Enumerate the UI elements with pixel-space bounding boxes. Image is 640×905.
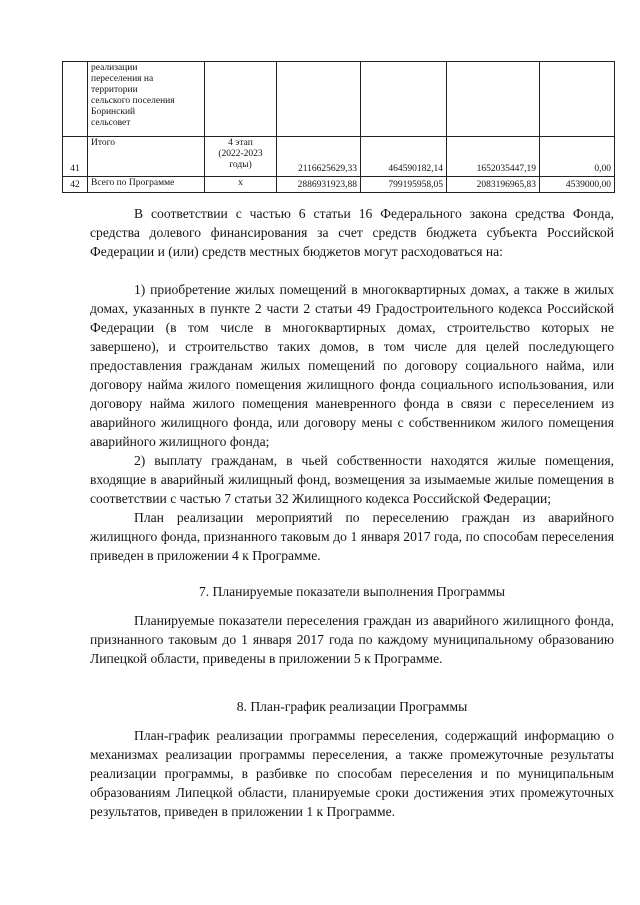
local-budget-cell: 0,00 (540, 137, 615, 177)
municipality-name-cell: Итого (88, 137, 205, 177)
stage-cell: x (205, 177, 277, 193)
financing-table (62, 61, 615, 193)
row-number-cell (63, 62, 88, 137)
stage-cell (205, 62, 277, 137)
paragraph-indicators: Планируемые показатели переселения граждан из аварийного жилищного фонда, признанного таковым до 1 января 2017 года по каждому муниципальному образованию Липецкой области, приведены в приложении 5 к Программе. (90, 613, 614, 666)
stage-cell: 4 этап (2022-2023 годы) (205, 137, 277, 177)
table-row (63, 62, 615, 137)
paragraph-item-2: 2) выплату гражданам, в чьей собственности находятся жилые помещения, входящие в аварийный жилищный фонд, возмещения за изымаемые жилые помещения в соответствии с частью 7 статьи 32 Жилищного кодекса Российской Федерации; (90, 453, 614, 506)
region-budget-cell: 1652035447,19 (447, 137, 540, 177)
section-heading-8: 8. План-график реализации Программы (236, 699, 468, 714)
table-row (63, 177, 615, 193)
row-number-cell: 42 (63, 177, 88, 193)
paragraph-item-1: 1) приобретение жилых помещений в многоквартирных домах, а также в жилых домах, указанных в пункте 2 части 2 статьи 49 Градостроительного кодекса Российской Федерации (в том числе в многоквартирных домах, строительство которых не завершено), и строительство таких домов, в том числе для целей последующего предоставления гражданам жилых помещений по договору социального найма, или договору найма жилого помещения жилищного фонда социального использования, или договору найма жилого помещения маневренного фонда в связи с переселением из аварийного жилищного фонда, или договору мены с собственником жилого помещения аварийного жилищного фонда; (90, 282, 614, 449)
fund-cost-cell: 464590182,14 (361, 137, 447, 177)
fund-cost-cell: 799195958,05 (361, 177, 447, 193)
region-budget-cell: 2083196965,83 (447, 177, 540, 193)
total-cost-cell (277, 62, 361, 137)
section-heading-7: 7. Планируемые показатели выполнения Программы (198, 584, 506, 599)
local-budget-cell (540, 62, 615, 137)
region-budget-cell (447, 62, 540, 137)
paragraph-fund-spending: В соответствии с частью 6 статьи 16 Федерального закона средства Фонда, средства долевого финансирования за счет средств бюджета субъекта Российской Федерации и (или) средств местных бюджетов могут расходоваться на: (90, 206, 614, 259)
municipality-name-cell: реализации переселения на территории сельского поселения Боринский сельсовет (88, 62, 205, 137)
paragraph-plan-reference: План реализации мероприятий по переселению граждан из аварийного жилищного фонда, признанного таковым до 1 января 2017 года, по способам переселения приведен в приложении 4 к Программе. (90, 510, 614, 563)
total-cost-cell: 2886931923,88 (277, 177, 361, 193)
municipality-name-cell: Всего по Программе (88, 177, 205, 193)
row-number-cell: 41 (63, 137, 88, 177)
local-budget-cell: 4539000,00 (540, 177, 615, 193)
total-cost-cell: 2116625629,33 (277, 137, 361, 177)
table-row (63, 137, 615, 177)
fund-cost-cell (361, 62, 447, 137)
paragraph-schedule: План-график реализации программы переселения, содержащий информацию о механизмах реализации программы переселения, а также промежуточные результаты реализации программы, в разбивке по способам переселения и по муниципальным образованиям Липецкой области, планируемые сроки достижения этих промежуточных результатов, приведен в приложении 1 к Программе. (90, 728, 614, 819)
